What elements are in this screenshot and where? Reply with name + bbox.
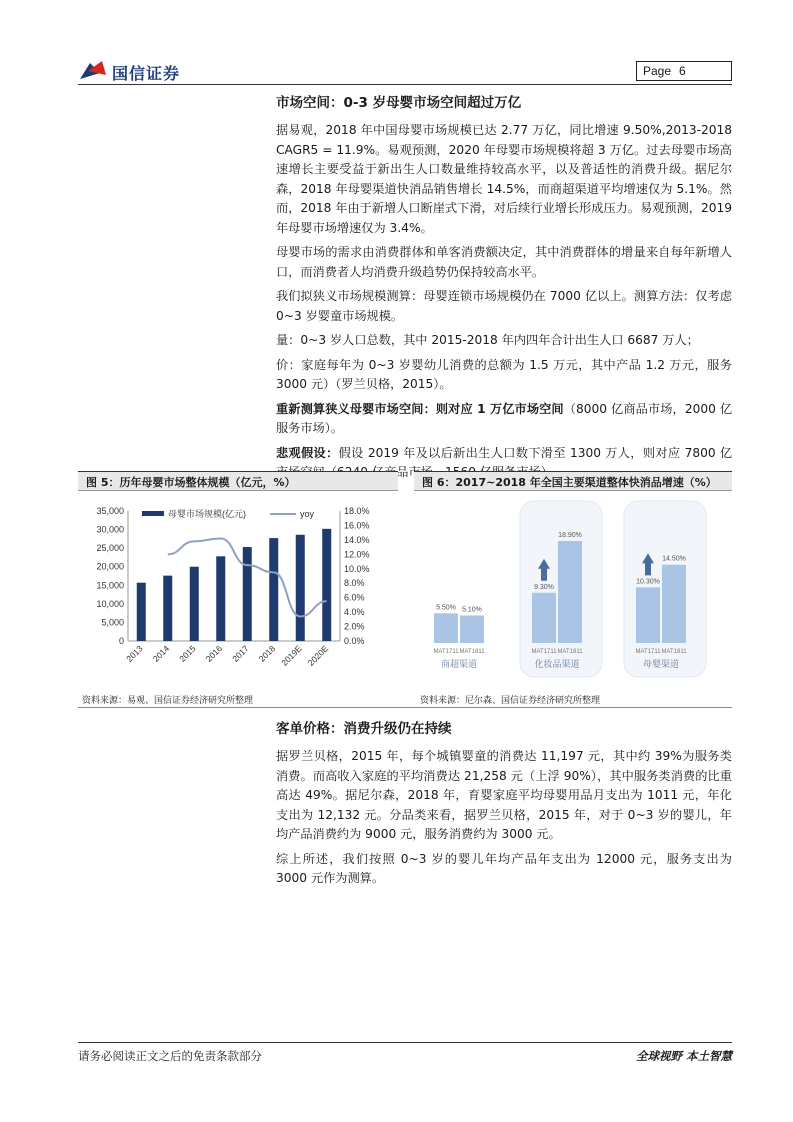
data-label: 9.30%	[534, 583, 554, 591]
section-title: 市场空间：0-3 岁母婴市场空间超过万亿	[276, 95, 522, 111]
bold-lead: 悲观假设：	[276, 445, 339, 460]
fig5-title: 图 5：历年母婴市场整体规模（亿元，%）	[78, 471, 398, 491]
bar	[636, 587, 660, 643]
bar	[137, 583, 146, 641]
y2-tick-label: 10.0%	[344, 563, 370, 574]
paragraph: 综上所述，我们按照 0~3 岁的婴儿年均产品年支出为 12000 元，服务支出为 3000 元作为测算。	[276, 851, 732, 885]
data-label: 5.10%	[462, 606, 482, 614]
fig5-chart	[78, 495, 398, 685]
group-label: 商超渠道	[440, 659, 478, 669]
page-indicator	[636, 61, 732, 81]
section-unit-price	[276, 720, 732, 894]
y-tick-label: 20,000	[96, 561, 124, 572]
x-tick-label: MAT1811	[459, 649, 485, 655]
paragraph-rest: （8000 亿商品市场，2000 亿服务市场）。	[276, 401, 733, 435]
y2-tick-label: 0.0%	[344, 636, 365, 646]
footer-rule	[78, 1042, 732, 1043]
y2-tick-label: 12.0%	[344, 549, 370, 560]
y-tick-label: 10,000	[96, 598, 124, 609]
logo-text: 国信证券	[112, 64, 181, 83]
section-market-size	[276, 94, 732, 488]
x-tick-label: 2014	[150, 643, 172, 664]
x-tick-label: MAT1811	[557, 649, 583, 655]
bar	[190, 567, 199, 641]
x-tick-label: 2015	[177, 643, 198, 664]
paragraph: 据易观，2018 年中国母婴市场规模已达 2.77 万亿，同比增速 9.50%,2013-2018 CAGR5 = 11.9%。易观预测，2020 年母婴市场规模将超 3 万亿。过去母婴市场高速增长主要受益于新出生人口数量维持较高水平，以及普适性的消费升级。据尼尔森，2018 年母婴渠道快消品销售增长 14.5%，而商超渠道平均增速仅为 5.1%。然而，2018 年由于新增人口断崖式下滑，对后续行业增长形成压力。易观预测，2019 年母婴市场增速仅为 3.4%。	[276, 123, 732, 235]
y2-tick-label: 6.0%	[344, 592, 365, 603]
paragraph	[276, 400, 732, 439]
y-tick-label: 25,000	[96, 543, 124, 554]
y2-tick-label: 2.0%	[344, 621, 365, 632]
fig5-source: 资料来源：易观、国信证券经济研究所整理	[82, 696, 254, 706]
header-rule	[78, 84, 732, 85]
x-tick-label: 2020E	[305, 643, 331, 668]
bold-lead: 重新测算狭义母婴市场空间：则对应 1 万亿市场空间	[276, 401, 564, 416]
bar	[163, 576, 172, 641]
paragraph: 价：家庭每年为 0~3 岁婴幼儿消费的总额为 1.5 万元，其中产品 1.2 万元，服务 3000 元）（罗兰贝格，2015）。	[276, 357, 732, 391]
page-number: 6	[679, 64, 686, 78]
y2-tick-label: 16.0%	[344, 520, 370, 531]
bar	[243, 547, 252, 641]
figure-rule	[78, 707, 732, 708]
paragraph: 据罗兰贝格，2015 年，每个城镇婴童的消费达 11,197 元，其中约 39%为服务类消费。而高收入家庭的平均消费达 21,258 元（上浮 90%），其中服务类消费的比重高达 49%。据尼尔森，2018 年，育婴家庭平均母婴用品月支出为 1011 元，年化支出为 12,132 元。分品类来看，据罗兰贝格，2015 年，对于 0~3 岁的婴儿，年均产品消费约为 9000 元，服务消费约为 3000 元。	[276, 749, 732, 841]
group-label: 化妆品渠道	[534, 659, 580, 669]
footer-disclaimer: 请务必阅读正文之后的免责条款部分	[78, 1049, 262, 1063]
bar	[269, 538, 278, 641]
legend-line-label: yoy	[300, 509, 315, 519]
x-tick-label: MAT1711	[531, 649, 557, 655]
x-tick-label: 2017	[230, 643, 251, 664]
x-tick-label: MAT1811	[661, 649, 687, 655]
x-tick-label: MAT1711	[635, 649, 661, 655]
y2-tick-label: 18.0%	[344, 506, 370, 516]
y-tick-label: 0	[118, 636, 124, 646]
fig6-title: 图 6：2017~2018 年全国主要渠道整体快消品增速（%）	[414, 471, 732, 491]
x-tick-label: 2016	[203, 643, 225, 664]
logo-mark-icon	[78, 59, 108, 81]
y2-tick-label: 4.0%	[344, 607, 365, 618]
y2-tick-label: 14.0%	[344, 534, 370, 545]
fig6-chart	[414, 495, 732, 685]
bar	[558, 541, 582, 643]
paragraph: 量：0~3 岁人口总数，其中 2015-2018 年内四年合计出生人口 6687 万人；	[276, 333, 699, 347]
data-label: 5.50%	[436, 604, 456, 612]
y-tick-label: 5,000	[101, 617, 124, 628]
bar	[322, 529, 331, 641]
data-label: 18.90%	[558, 531, 582, 539]
y-tick-label: 15,000	[96, 580, 124, 591]
y-tick-label: 35,000	[96, 506, 124, 516]
bar	[460, 615, 484, 643]
bar	[296, 535, 305, 641]
x-tick-label: 2019E	[279, 643, 304, 668]
paragraph-rest: 假设 2019 年及以后新出生人口数下滑至 1300 万人，则对应 7800 亿	[338, 445, 733, 460]
group-label: 母婴渠道	[642, 659, 680, 669]
data-label: 14.50%	[662, 555, 686, 563]
bar	[532, 593, 556, 643]
x-tick-label: 2013	[124, 643, 145, 664]
page-label: Page	[643, 64, 672, 78]
bar	[434, 613, 458, 643]
paragraph: 我们拟狭义市场规模测算：母婴连锁市场规模仍在 7000 亿以上。测算方法：仅考虑 0~3 岁婴童市场规模。	[276, 289, 732, 323]
x-tick-label: 2018	[256, 643, 278, 664]
legend-bar-swatch	[142, 511, 164, 516]
y-tick-label: 30,000	[96, 524, 124, 535]
x-tick-label: MAT1711	[433, 649, 459, 655]
legend-bar-label: 母婴市场规模(亿元)	[168, 509, 246, 519]
footer-slogan: 全球视野 本土智慧	[635, 1049, 732, 1063]
bar	[216, 556, 225, 641]
company-logo	[78, 55, 228, 83]
fig6-source: 资料来源：尼尔森、国信证券经济研究所整理	[420, 696, 601, 706]
bar	[662, 565, 686, 643]
paragraph: 母婴市场的需求由消费群体和单客消费额决定，其中消费群体的增量来自每年新增人口，而消费者人均消费升级趋势仍保持较高水平。	[276, 245, 732, 279]
data-label: 10.30%	[636, 578, 660, 586]
section-title: 客单价格：消费升级仍在持续	[276, 721, 452, 737]
y2-tick-label: 8.0%	[344, 578, 365, 589]
